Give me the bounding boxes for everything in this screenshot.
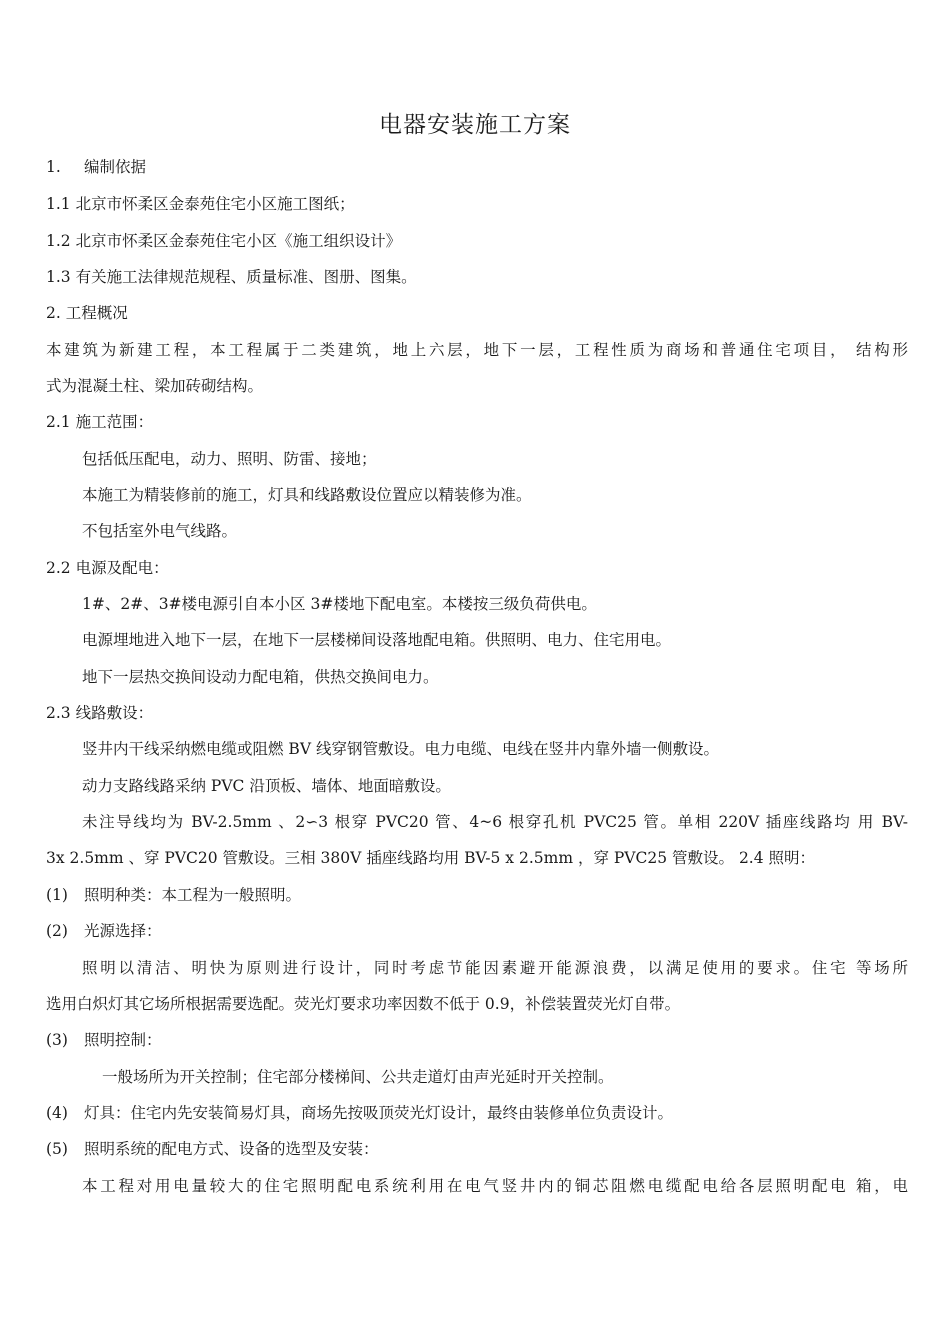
list-item-number: (2) — [46, 922, 68, 940]
paragraph-line: 3x 2.5mm 、穿 PVC20 管敷设。三相 380V 插座线路均用 BV-5 x 2.5mm ，穿 PVC25 管敷设。 2.4 照明： — [46, 849, 816, 867]
list-item — [46, 1138, 908, 1160]
list-item — [46, 1029, 908, 1051]
paragraph-line: 竖井内干线采纳燃电缆或阻燃 BV 线穿钢管敷设。电力电缆、电线在竖井内靠外墙一侧敷设。 — [82, 740, 719, 758]
section-heading-text: 编制依据 — [84, 158, 147, 176]
paragraph-line: 一般场所为开关控制；住宅部分楼梯间、公共走道灯由声光延时开关控制。 — [102, 1068, 614, 1086]
paragraph-line: 动力支路线路采纳 PVC 沿顶板、墙体、地面暗敷设。 — [82, 777, 451, 795]
section-number: 1. — [46, 158, 61, 176]
paragraph-line: 1.3 有关施工法律规范规程、质量标准、图册、图集。 — [46, 268, 417, 286]
paragraph-line: 地下一层热交换间设动力配电箱，供热交换间电力。 — [82, 668, 439, 686]
list-item-text: 灯具：住宅内先安装简易灯具，商场先按吸顶荧光灯设计，最终由装修单位负责设计。 — [84, 1104, 674, 1122]
list-item — [46, 884, 908, 906]
list-item-number: (3) — [46, 1031, 68, 1049]
paragraph-line: 本施工为精装修前的施工，灯具和线路敷设位置应以精装修为准。 — [82, 486, 532, 504]
subsection-heading: 2.3 线路敷设： — [46, 704, 154, 722]
paragraph-line: 本工程对用电量较大的住宅照明配电系统利用在电气竖井内的铜芯阻燃电缆配电给各层照明配电 箱，电 — [82, 1177, 908, 1195]
paragraph-line: 照明以清洁、明快为原则进行设计，同时考虑节能因素避开能源浪费，以满足使用的要求。住宅 等场所 — [82, 959, 908, 977]
paragraph-line: 包括低压配电，动力、照明、防雷、接地； — [82, 450, 377, 468]
list-item-number: (1) — [46, 886, 68, 904]
subsection-heading: 2.1 施工范围： — [46, 413, 154, 431]
list-item-text: 照明种类：本工程为一般照明。 — [84, 886, 302, 904]
paragraph-line: 1.1 北京市怀柔区金泰苑住宅小区施工图纸； — [46, 195, 355, 213]
paragraph-line: 选用白炽灯其它场所根据需要选配。荧光灯要求功率因数不低于 0.9，补偿装置荧光灯自带。 — [46, 995, 681, 1013]
subsection-heading: 2.2 电源及配电： — [46, 559, 169, 577]
section-heading-1 — [46, 156, 908, 178]
section-heading-2: 2. 工程概况 — [46, 304, 128, 322]
paragraph-line: 不包括室外电气线路。 — [82, 522, 238, 540]
document-title: 电器安装施工方案 — [379, 112, 571, 138]
list-item — [46, 1102, 908, 1124]
paragraph-line: 式为混凝土柱、梁加砖砌结构。 — [46, 377, 264, 395]
paragraph-line: 电源埋地进入地下一层，在地下一层楼梯间设落地配电箱。供照明、电力、住宅用电。 — [82, 631, 672, 649]
paragraph-line: 1.2 北京市怀柔区金泰苑住宅小区《施工组织设计》 — [46, 232, 402, 250]
list-item-text: 光源选择： — [84, 922, 162, 940]
paragraph-line: 本建筑为新建工程，本工程属于二类建筑，地上六层，地下一层，工程性质为商场和普通住宅项目， 结构形 — [46, 341, 908, 359]
list-item-number: (4) — [46, 1104, 68, 1122]
list-item-number: (5) — [46, 1140, 68, 1158]
list-item-text: 照明系统的配电方式、设备的选型及安装： — [84, 1140, 379, 1158]
paragraph-line: 未注导线均为 BV-2.5mm 、2∽3 根穿 PVC20 管、4~6 根穿孔机 PVC25 管。单相 220V 插座线路均 用 BV- — [82, 813, 908, 831]
list-item-text: 照明控制： — [84, 1031, 162, 1049]
list-item — [46, 920, 908, 942]
paragraph-line: 1#、2#、3#楼电源引自本小区 3#楼地下配电室。本楼按三级负荷供电。 — [82, 595, 597, 613]
